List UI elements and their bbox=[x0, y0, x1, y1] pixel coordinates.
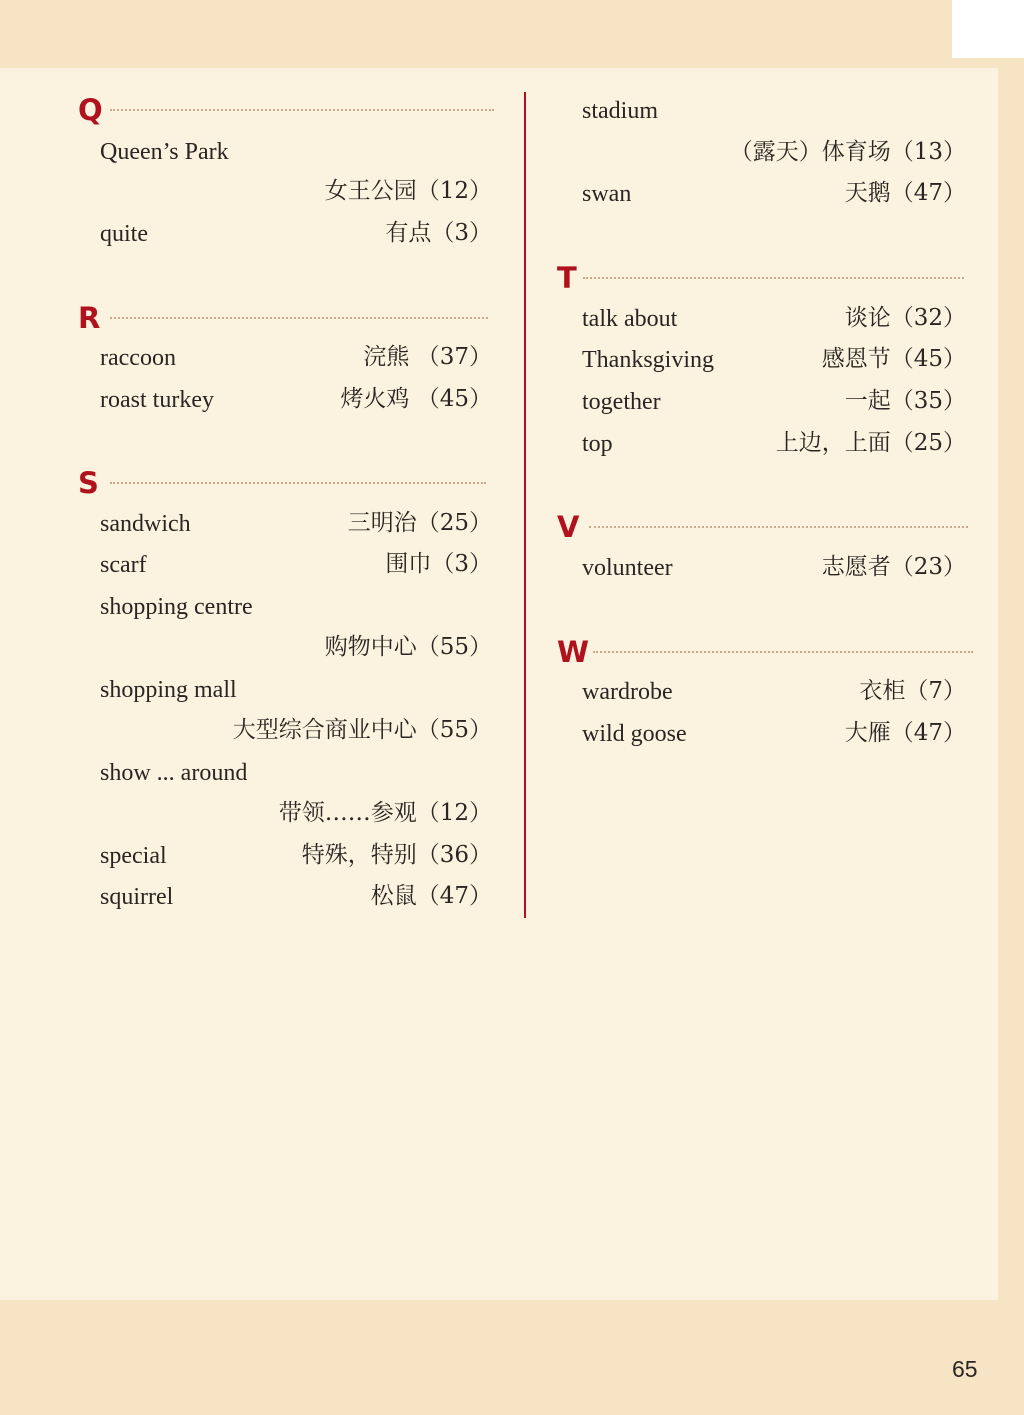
section-letter: V bbox=[557, 510, 580, 544]
entry-word: top bbox=[582, 431, 613, 457]
dotted-rule bbox=[583, 277, 964, 279]
entry-word: Thanksgiving bbox=[582, 347, 714, 373]
entry-meaning: 浣熊 （37） bbox=[363, 344, 492, 370]
entry-meaning: 三明治（25） bbox=[347, 510, 492, 536]
entry-word: swan bbox=[582, 181, 632, 207]
section-letter: S bbox=[78, 466, 99, 500]
section-header-w bbox=[557, 637, 973, 667]
entry-meaning: 上边，上面（25） bbox=[775, 430, 966, 456]
entry-meaning: 谈论（32） bbox=[844, 305, 966, 331]
entry-word: volunteer bbox=[582, 555, 673, 581]
entry-meaning: 衣柜（7） bbox=[859, 678, 966, 704]
section-header-q bbox=[78, 95, 494, 125]
entry-meaning: 购物中心（55） bbox=[324, 634, 492, 660]
entry-meaning: 女王公园（12） bbox=[324, 178, 492, 204]
entry-meaning: 烤火鸡 （45） bbox=[340, 386, 492, 412]
entry-word: squirrel bbox=[100, 884, 174, 910]
entry-word: shopping mall bbox=[100, 677, 237, 703]
section-header-s bbox=[78, 468, 486, 498]
entry-meaning: 松鼠（47） bbox=[370, 883, 492, 909]
entry-word: sandwich bbox=[100, 511, 191, 537]
section-letter: R bbox=[78, 301, 101, 335]
entry-meaning: 大雁（47） bbox=[844, 720, 966, 746]
entry-meaning: 特殊，特别（36） bbox=[301, 842, 492, 868]
section-header-r bbox=[78, 303, 488, 333]
section-letter: T bbox=[557, 261, 577, 295]
entry-word: wild goose bbox=[582, 721, 687, 747]
column-divider bbox=[524, 92, 526, 918]
dotted-rule bbox=[110, 317, 488, 319]
entry-meaning: 天鹅（47） bbox=[844, 180, 966, 206]
entry-meaning: 感恩节（45） bbox=[821, 346, 966, 372]
entry-word: roast turkey bbox=[100, 387, 214, 413]
section-letter: W bbox=[557, 635, 589, 669]
entry-meaning: 带领……参观（12） bbox=[278, 800, 492, 826]
dotted-rule bbox=[110, 109, 494, 111]
dotted-rule bbox=[110, 482, 486, 484]
section-header-t bbox=[557, 263, 964, 293]
entry-word: Queen’s Park bbox=[100, 139, 229, 165]
entry-word: scarf bbox=[100, 552, 147, 578]
entry-word: stadium bbox=[582, 98, 658, 124]
entry-word: quite bbox=[100, 221, 148, 247]
page-number: 65 bbox=[952, 1356, 978, 1382]
entry-meaning: （露天）体育场（13） bbox=[729, 139, 966, 165]
entry-meaning: 大型综合商业中心（55） bbox=[232, 717, 492, 743]
entry-word: together bbox=[582, 389, 661, 415]
entry-word: talk about bbox=[582, 306, 678, 332]
section-header-v bbox=[557, 512, 968, 542]
entry-word: raccoon bbox=[100, 345, 176, 371]
section-letter: Q bbox=[78, 93, 103, 127]
entry-meaning: 有点（3） bbox=[385, 220, 492, 246]
dotted-rule bbox=[589, 526, 968, 528]
entry-word: shopping centre bbox=[100, 594, 253, 620]
entry-meaning: 围巾（3） bbox=[385, 551, 492, 577]
entry-word: wardrobe bbox=[582, 679, 673, 705]
dotted-rule bbox=[593, 651, 973, 653]
entry-meaning: 一起（35） bbox=[844, 388, 966, 414]
entry-meaning: 志愿者（23） bbox=[821, 554, 966, 580]
entry-word: special bbox=[100, 843, 167, 869]
entry-word: show ... around bbox=[100, 760, 248, 786]
page-corner bbox=[952, 0, 1024, 58]
